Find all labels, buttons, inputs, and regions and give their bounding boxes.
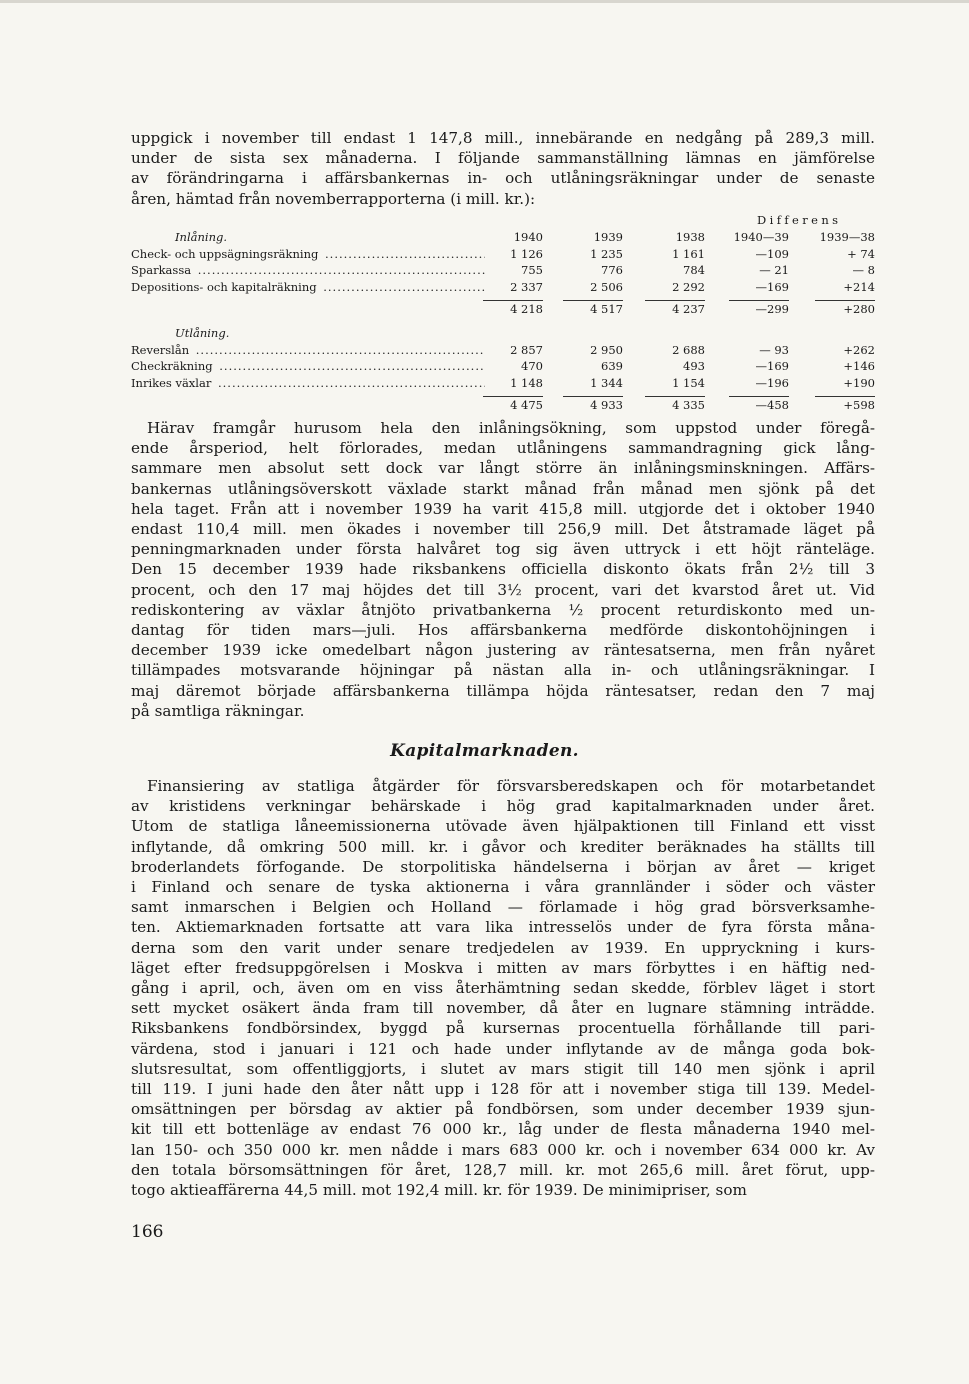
text-line: penningmarknaden under första halvåret tog sig även uttryck i ett höjt ränteläge. [131,540,875,559]
deposit-lending-table [131,212,879,413]
cell: —109 [755,246,789,261]
cell: 2 292 [672,280,705,295]
cell: —196 [755,376,789,391]
text-line: endast 110,4 mill. men ökades i november till 256,9 mill. Det åtstramade läget på [131,520,875,539]
cell: 1 235 [590,246,623,261]
row-label: Check- och uppsägningsräkning ..... [131,246,485,263]
row-label: Checkräkning ..... [131,358,485,375]
text-line: på samtliga räkningar. [131,701,305,720]
text-line: derna som den varit under senare tredjedelen av 1939. En uppryckning i kurs- [131,938,875,957]
text-line: kit till ett bottenläge av endast 76 000 kr., låg under de flesta månaderna 1940 mel- [131,1120,875,1139]
table-row [131,279,879,296]
table-section-row [131,325,879,342]
total-cell: —299 [729,300,789,318]
text-line: under de sista sex månaderna. I följande sammanställning lämnas en jämförelse [131,149,875,168]
text-line: Den 15 december 1939 hade riksbankens officiella diskonto ökats från 2½ till 3 [131,560,875,579]
total-cell: +598 [815,396,875,414]
text-line: hela taget. Från att i november 1939 ha varit 415,8 mill. utgjorde det i oktober 1940 [131,499,875,518]
capital-market-paragraph [131,776,875,1200]
text-line: läget efter fredsuppgörelsen i Moskva i mitten av mars förbyttes i en häftig ned- [131,958,875,977]
text-line: togo aktieaffärerna 44,5 mill. mot 192,4 mill. kr. för 1939. De minimipriser, som [131,1181,747,1200]
text-line: Finansiering av statliga åtgärder för försvarsberedskapen och för motarbetandet [147,777,875,795]
total-cell: 4 475 [483,396,543,414]
cell: — 21 [759,263,789,278]
table-row [131,358,879,375]
cell: 493 [683,359,705,374]
page-edge [0,0,969,3]
total-cell: —458 [729,396,789,414]
text-line: tillämpades motsvarande höjningar på nästan alla in- och utlåningsräkningar. I [131,661,875,680]
cell: 2 950 [590,342,623,357]
text-line: dantag för tiden mars—juli. Hos affärsbankerna medförde diskontohöjningen i [131,621,875,640]
diff-header: 1940—39 [733,229,789,244]
table-row [131,375,879,392]
cell: 1 161 [672,246,705,261]
intro-paragraph [131,128,875,209]
cell: 470 [521,359,543,374]
cell: —169 [755,280,789,295]
table-header-row [131,229,879,246]
text-line: sammare men absolut sett dock var långt större än inlåningsminskningen. Affärs- [131,459,875,478]
cell: 2 337 [510,280,543,295]
diff-header: 1939—38 [819,229,875,244]
table-row [131,246,879,263]
year-header: 1940 [513,229,543,244]
text-line: Utom de statliga låneemissionerna utövade även hjälpaktionen till Finland ett visst [131,817,875,836]
cell: 1 126 [510,246,543,261]
cell: +146 [843,359,875,374]
table-total-row [131,300,879,317]
text-line: ende årsperiod, helt förlorades, medan utlåningens sammandragning gick lång- [131,439,875,458]
row-label: Inrikes växlar ..... [131,375,485,392]
row-label: Reverslån ..... [131,342,485,359]
section-heading: Kapitalmarknaden. [390,741,579,761]
text-line: Härav framgår hurusom hela den inlåningsökning, som uppstod under föregå- [147,419,875,437]
total-cell: 4 933 [563,396,623,414]
text-line: broderlandets förfogande. De storpolitiska händelserna i början av året — kriget [131,857,875,876]
text-line: bankernas utlåningsöverskott växlade starkt månad från månad men sjönk på det [131,479,875,498]
cell: — 93 [759,342,789,357]
text-line: maj däremot började affärsbankerna tillämpa höjda räntesatser, redan den 7 maj [131,681,875,700]
cell: 2 857 [510,342,543,357]
table-total-row [131,396,879,413]
total-cell: 4 237 [645,300,705,318]
year-header: 1938 [675,229,705,244]
cell: 776 [601,263,623,278]
text-line: inflytande, då omkring 500 mill. kr. i gåvor och krediter beräknades ha ställts till [131,837,875,856]
total-cell: 4 517 [563,300,623,318]
section-title-inlaning: Inlåning. [175,229,227,244]
text-line: omsättningen per börsdag av aktier på fondbörsen, som under december 1939 sjun- [131,1100,875,1119]
cell: 2 506 [590,280,623,295]
text-line: gång i april, och, även om en viss återhämtning sedan skedde, förblev läget i stort [131,979,875,998]
year-header: 1939 [593,229,623,244]
page-number: 166 [131,1222,164,1242]
text-line: slutsresultat, som offentliggjorts, i slutet av mars stigit till 140 men sjönk i april [131,1059,875,1078]
cell: 1 344 [590,376,623,391]
row-label: Depositions- och kapitalräkning ..... [131,279,485,296]
text-line: av kristidens verkningar behärskade i hög grad kapitalmarknaden under året. [131,797,875,816]
text-line: värdena, stod i januari i 121 och hade under inflytande av de många goda bok- [131,1039,875,1058]
table-row [131,262,879,279]
cell: —169 [755,359,789,374]
text-line: den totala börsomsättningen för året, 128,7 mill. kr. mot 265,6 mill. året förut, upp- [131,1160,875,1179]
cell: +262 [843,342,875,357]
text-line: till 119. I juni hade den åter nått upp i 128 för att i november stiga till 139. Medel- [131,1080,875,1099]
table-row [131,342,879,359]
text-line: samt inmarschen i Belgien och Holland — förlamade i hög grad börsverksamhe- [131,898,875,917]
cell: 784 [683,263,705,278]
cell: 755 [521,263,543,278]
table-diff-header-row [131,212,879,229]
text-line: rediskontering av växlar åtnjöto privatbankerna ½ procent returdiskonto med un- [131,600,875,619]
cell: +190 [843,376,875,391]
text-line: åren, hämtad från novemberrapporterna (i mill. kr.): [131,189,536,208]
analysis-paragraph [131,418,875,721]
text-line: sett mycket osäkert ända fram till november, då åter en lugnare stämning inträdde. [131,999,875,1018]
cell: + 74 [847,246,875,261]
cell: +214 [843,280,875,295]
row-label: Sparkassa ..... [131,262,485,279]
text-line: december 1939 icke omedelbart någon justering av räntesatserna, men från nyåret [131,641,875,660]
text-line: av förändringarna i affärsbankernas in- och utlåningsräkningar under de senaste [131,169,875,188]
total-cell: +280 [815,300,875,318]
text-line: i Finland och senare de tyska aktionerna i våra grannländer i söder och väster [131,878,875,897]
text-line: Riksbankens fondbörsindex, byggd på kursernas procentuella förhållande till pari- [131,1019,875,1038]
text-line: lan 150- och 350 000 kr. men nådde i mars 683 000 kr. och i november 634 000 kr. Av [131,1140,875,1159]
cell: — 8 [852,263,875,278]
text-line: procent, och den 17 maj höjdes det till 3½ procent, vari det kvarstod året ut. Vid [131,580,875,599]
cell: 2 688 [672,342,705,357]
cell: 639 [601,359,623,374]
cell: 1 148 [510,376,543,391]
section-title-utlaning: Utlåning. [175,325,230,340]
total-cell: 4 335 [645,396,705,414]
text-line: uppgick i november till endast 1 147,8 mill., innebärande en nedgång på 289,3 mill. [131,129,875,147]
diff-heading: Differens [757,213,842,227]
cell: 1 154 [672,376,705,391]
text-line: ten. Aktiemarknaden fortsatte att vara lika intresselös under de fyra första måna- [131,918,875,937]
total-cell: 4 218 [483,300,543,318]
